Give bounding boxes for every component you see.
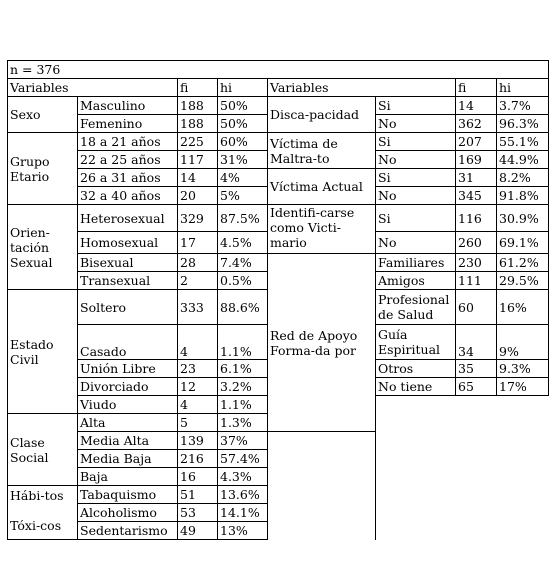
fi-cell: 116 xyxy=(456,205,497,232)
table-row xyxy=(8,97,549,115)
group-label-grupo-etario: Grupo Etario xyxy=(8,133,78,205)
fi-cell: 12 xyxy=(178,378,218,396)
habitos-label-bottom: Tóxi-cos xyxy=(10,518,62,533)
hi-cell: 0.5% xyxy=(218,272,268,290)
hi-cell: 3.2% xyxy=(218,378,268,396)
fi-cell: 345 xyxy=(456,187,497,205)
group-label-discapacidad: Disca-pacidad xyxy=(268,97,376,133)
fi-cell: 17 xyxy=(178,232,218,254)
hi-cell: 44.9% xyxy=(497,151,549,169)
fi-cell: 34 xyxy=(456,325,497,360)
fi-cell: 260 xyxy=(456,232,497,254)
table-row xyxy=(8,205,549,232)
table-row xyxy=(8,133,549,151)
hi-cell: 96.3% xyxy=(497,115,549,133)
fi-cell: 230 xyxy=(456,254,497,272)
category-cell: No tiene xyxy=(376,378,456,396)
fi-cell: 188 xyxy=(178,97,218,115)
category-cell: Transexual xyxy=(78,272,178,290)
hi-cell: 9.3% xyxy=(497,360,549,378)
category-cell: Si xyxy=(376,97,456,115)
fi-cell: 14 xyxy=(456,97,497,115)
hi-cell: 4.3% xyxy=(218,468,268,486)
group-label-victimario: Identifi-carse como Victi-mario xyxy=(268,205,376,254)
group-label-habitos xyxy=(8,486,78,540)
fi-cell: 51 xyxy=(178,486,218,504)
group-label-victima-maltrato: Víctima de Maltra-to xyxy=(268,133,376,169)
hi-cell: 9% xyxy=(497,325,549,360)
habitos-label-top: Hábi-tos xyxy=(10,488,64,503)
category-cell: 26 a 31 años xyxy=(78,169,178,187)
category-cell: Guía Espiritual xyxy=(376,325,456,360)
hi-cell: 29.5% xyxy=(497,272,549,290)
hi-cell: 37% xyxy=(218,432,268,450)
category-cell: Homosexual xyxy=(78,232,178,254)
fi-cell: 188 xyxy=(178,115,218,133)
category-cell: Casado xyxy=(78,325,178,360)
hi-cell: 69.1% xyxy=(497,232,549,254)
header-variables-left: Variables xyxy=(8,79,178,97)
fi-cell: 329 xyxy=(178,205,218,232)
group-label-estado-civil: Estado Civil xyxy=(8,290,78,414)
header-fi-right: fi xyxy=(456,79,497,97)
hi-cell: 1.3% xyxy=(218,414,268,432)
hi-cell: 8.2% xyxy=(497,169,549,187)
category-cell: Media Baja xyxy=(78,450,178,468)
fi-cell: 5 xyxy=(178,414,218,432)
hi-cell: 7.4% xyxy=(218,254,268,272)
category-cell: Si xyxy=(376,133,456,151)
fi-cell: 31 xyxy=(456,169,497,187)
fi-cell: 60 xyxy=(456,290,497,325)
table-row xyxy=(8,254,549,272)
category-cell: Si xyxy=(376,169,456,187)
fi-cell: 225 xyxy=(178,133,218,151)
hi-cell: 6.1% xyxy=(218,360,268,378)
hi-cell: 5% xyxy=(218,187,268,205)
category-cell: Profesional de Salud xyxy=(376,290,456,325)
hi-cell: 4% xyxy=(218,169,268,187)
category-cell: Baja xyxy=(78,468,178,486)
data-table-container xyxy=(7,60,549,540)
hi-cell: 3.7% xyxy=(497,97,549,115)
fi-cell: 23 xyxy=(178,360,218,378)
fi-cell: 35 xyxy=(456,360,497,378)
hi-cell: 13.6% xyxy=(218,486,268,504)
hi-cell: 17% xyxy=(497,378,549,396)
category-cell: Masculino xyxy=(78,97,178,115)
hi-cell: 57.4% xyxy=(218,450,268,468)
fi-cell: 169 xyxy=(456,151,497,169)
hi-cell: 50% xyxy=(218,115,268,133)
category-cell: Unión Libre xyxy=(78,360,178,378)
hi-cell: 4.5% xyxy=(218,232,268,254)
category-cell: Bisexual xyxy=(78,254,178,272)
fi-cell: 14 xyxy=(178,169,218,187)
header-fi-left: fi xyxy=(178,79,218,97)
category-cell: Amigos xyxy=(376,272,456,290)
category-cell: 18 a 21 años xyxy=(78,133,178,151)
fi-cell: 139 xyxy=(178,432,218,450)
category-cell: 32 a 40 años xyxy=(78,187,178,205)
category-cell: Sedentarismo xyxy=(78,522,178,540)
fi-cell: 16 xyxy=(178,468,218,486)
category-cell: No xyxy=(376,232,456,254)
hi-cell: 16% xyxy=(497,290,549,325)
category-cell: Femenino xyxy=(78,115,178,133)
header-hi-left: hi xyxy=(218,79,268,97)
fi-cell: 111 xyxy=(456,272,497,290)
sample-size-row xyxy=(8,61,549,79)
category-cell: No xyxy=(376,151,456,169)
hi-cell: 50% xyxy=(218,97,268,115)
category-cell: Divorciado xyxy=(78,378,178,396)
hi-cell: 14.1% xyxy=(218,504,268,522)
category-cell: Tabaquismo xyxy=(78,486,178,504)
hi-cell: 87.5% xyxy=(218,205,268,232)
hi-cell: 1.1% xyxy=(218,396,268,414)
fi-cell: 333 xyxy=(178,290,218,325)
category-cell: Heterosexual xyxy=(78,205,178,232)
group-label-sexo: Sexo xyxy=(8,97,78,133)
category-cell: Alcoholismo xyxy=(78,504,178,522)
empty-region xyxy=(376,396,549,540)
fi-cell: 216 xyxy=(178,450,218,468)
fi-cell: 65 xyxy=(456,378,497,396)
frequency-table xyxy=(7,60,549,540)
fi-cell: 362 xyxy=(456,115,497,133)
category-cell: Soltero xyxy=(78,290,178,325)
sample-size: n = 376 xyxy=(8,61,549,79)
hi-cell: 55.1% xyxy=(497,133,549,151)
category-cell: Alta xyxy=(78,414,178,432)
category-cell: Si xyxy=(376,205,456,232)
hi-cell: 13% xyxy=(218,522,268,540)
header-variables-right: Variables xyxy=(268,79,456,97)
fi-cell: 207 xyxy=(456,133,497,151)
group-label-orientacion: Orien-tación Sexual xyxy=(8,205,78,290)
category-cell: Viudo xyxy=(78,396,178,414)
table-row xyxy=(8,169,549,187)
header-row xyxy=(8,79,549,97)
fi-cell: 49 xyxy=(178,522,218,540)
fi-cell: 53 xyxy=(178,504,218,522)
fi-cell: 4 xyxy=(178,325,218,360)
fi-cell: 117 xyxy=(178,151,218,169)
hi-cell: 30.9% xyxy=(497,205,549,232)
hi-cell: 91.8% xyxy=(497,187,549,205)
hi-cell: 88.6% xyxy=(218,290,268,325)
hi-cell: 61.2% xyxy=(497,254,549,272)
hi-cell: 31% xyxy=(218,151,268,169)
category-cell: Otros xyxy=(376,360,456,378)
category-cell: 22 a 25 años xyxy=(78,151,178,169)
group-label-red-apoyo: Red de Apoyo Forma-da por xyxy=(268,254,376,432)
hi-cell: 1.1% xyxy=(218,325,268,360)
category-cell: No xyxy=(376,115,456,133)
group-label-victima-actual: Víctima Actual xyxy=(268,169,376,205)
fi-cell: 2 xyxy=(178,272,218,290)
header-hi-right: hi xyxy=(497,79,549,97)
category-cell: No xyxy=(376,187,456,205)
fi-cell: 4 xyxy=(178,396,218,414)
hi-cell: 60% xyxy=(218,133,268,151)
group-label-clase-social: Clase Social xyxy=(8,414,78,486)
category-cell: Media Alta xyxy=(78,432,178,450)
fi-cell: 20 xyxy=(178,187,218,205)
fi-cell: 28 xyxy=(178,254,218,272)
category-cell: Familiares xyxy=(376,254,456,272)
